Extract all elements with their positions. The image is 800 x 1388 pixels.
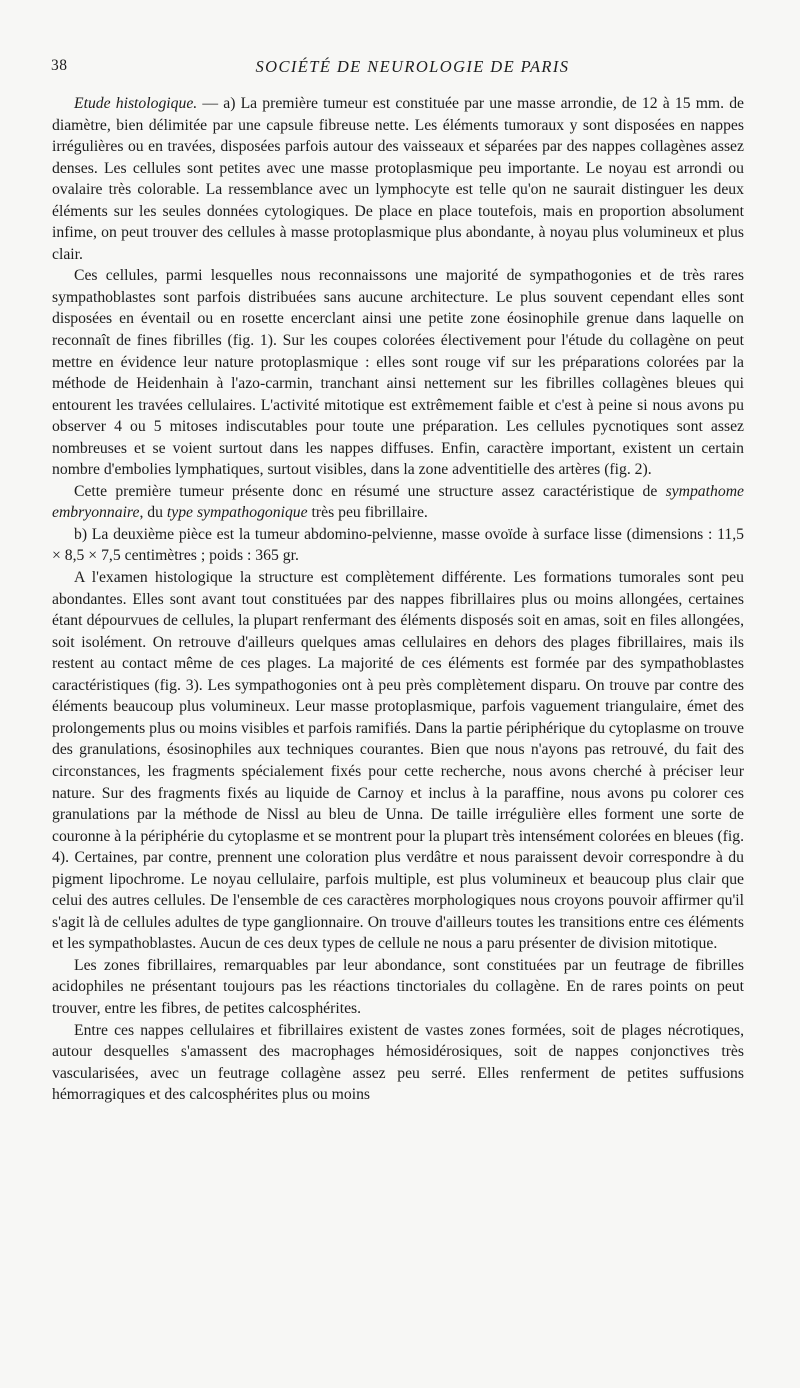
paragraph: Ces cellules, parmi lesquelles nous reconnaissons une majorité de sympathogonies et de très rares sympathoblastes sont parfois distribuées sans aucune architecture. Le plus souvent cependant elles sont disposées en éventail ou en rosette encerclant ainsi une petite zone éosinophile grenue dans laquelle on reconnaît de fines fibrilles (fig. 1). Sur les coupes colorées électivement pour l'étude du collagène on peut mettre en évidence leur nature protoplasmique : elles sont rouge vif sur les préparations colorées par la méthode de Heidenhain à l'azo-carmin, tranchant ainsi nettement sur les fibrilles collagènes bleues qui entourent les travées cellulaires. L'activité mitotique est extrêmement faible et c'est à peine si nous avons pu observer 4 ou 5 mitoses indiscutables pour toute une préparation. Les cellules pycnotiques sont assez nombreuses et se voient surtout dans les nappes diffuses. Enfin, caractère important, existent un certain nombre d'embolies lymphatiques, surtout visibles, dans la zone adventitielle des artères (fig. 2).: [52, 267, 744, 479]
paragraph: Les zones fibrillaires, remarquables par leur abondance, sont constituées par un feutrage de fibrilles acidophiles ne présentant toujours pas les réactions tinctoriales du collagène. En de rares points on peut trouver, entre les fibres, de petites calcosphérites.: [52, 956, 744, 1017]
paragraph: Entre ces nappes cellulaires et fibrillaires existent de vastes zones formées, soit de plages nécrotiques, autour desquelles s'amassent des macrophages hémosidérosiques, soit de nappes conjonctives très vascularisées, avec un feutrage collagène assez peu serré. Elles renferment de petites suffusions hémorragiques et des calcosphérites plus ou moins: [52, 1021, 744, 1104]
paragraph-etude-histologique: [52, 93, 744, 265]
paragraph-text: , du: [139, 504, 167, 522]
paragraph-text: — a) La première tumeur est constituée par une masse arrondie, de 12 à 15 mm. de diamètre, bien délimitée par une capsule fibreuse nette. Les éléments tumoraux y sont disposées en nappes irrégulières ou en travées, disposées parfois autour des vaisseaux et séparées par des nappes collagènes assez denses. Les cellules sont petites avec une masse protoplasmique peu importante. Le noyau est arrondi ou ovalaire très colorable. La ressemblance avec un lymphocyte est telle qu'on ne saurait distinguer les deux éléments sur les seules données cytologiques. De place en place toutefois, mais en proportion absolument infime, on peut trouver des cellules à masse protoplasmique plus abondante, à noyau plus volumineux et plus clair.: [52, 95, 744, 263]
paragraph: A l'examen histologique la structure est complètement différente. Les formations tumorales sont peu abondantes. Elles sont avant tout constituées par des nappes fibrillaires plus ou moins allongées, certaines étant dépourvues de cellules, la plupart renfermant des éléments disposés soit en amas, soit en files allongées, soit isolément. On retrouve d'ailleurs quelques amas cellulaires en dehors des plages fibrillaires, mais ils restent au contact même de ces plages. La majorité de ces éléments est formée par des sympathoblastes caractéristiques (fig. 3). Les sympathogonies ont à peu près complètement disparu. On trouve par contre des éléments beaucoup plus volumineux. Leur masse protoplasmique, parfois vaguement triangulaire, émet des prolongements plus ou moins visibles et parfois ramifiés. Dans la partie périphérique du cytoplasme on trouve des granulations, ésosinophiles aux techniques courantes. Bien que nous n'ayons pas retrouvé, du fait des circonstances, les fragments spécialement fixés pour cette recherche, nous avons cherché à préciser leur nature. Sur des fragments fixés au liquide de Carnoy et inclus à la paraffine, nous avons pu colorer ces granulations par la méthode de Nissl au bleu de Unna. De taille irrégulière elles forment une sorte de couronne à la périphérie du cytoplasme et se montrent pour la plupart très intensément colorées en bleues (fig. 4). Certaines, par contre, prennent une coloration plus verdâtre et nous paraissent devoir correspondre à du pigment lipochrome. Le noyau cellulaire, parfois multiple, est plus volumineux et beaucoup plus clair que celui des autres cellules. De l'ensemble de ces caractères morphologiques nous croyons pouvoir affirmer qu'il s'agit là de cellules adultes de type ganglionnaire. On trouve d'ailleurs toutes les transitions entre ces éléments et les sympathoblastes. Aucun de ces deux types de cellule ne nous a paru présenter de division mitotique.: [52, 569, 744, 953]
paragraph-text: très peu fibrillaire.: [307, 504, 428, 522]
body-text: [52, 93, 744, 1106]
emphasis-term: sympathome embryonnaire: [52, 482, 744, 522]
paragraph-summary: [52, 481, 744, 524]
paragraph: b) La deuxième pièce est la tumeur abdomino-pelvienne, masse ovoïde à surface lisse (dimensions : 11,5 × 8,5 × 7,5 centimètres ; poids : 365 gr.: [52, 525, 744, 565]
paragraph-text: Cette première tumeur présente donc en résumé une structure assez caractéristique de: [74, 482, 666, 500]
page-header: [51, 57, 744, 79]
page-number: 38: [51, 57, 68, 74]
section-lead: Etude histologique.: [74, 95, 198, 112]
running-head: SOCIÉTÉ DE NEUROLOGIE DE PARIS: [255, 57, 570, 76]
emphasis-term: type sympathogonique: [166, 504, 308, 522]
